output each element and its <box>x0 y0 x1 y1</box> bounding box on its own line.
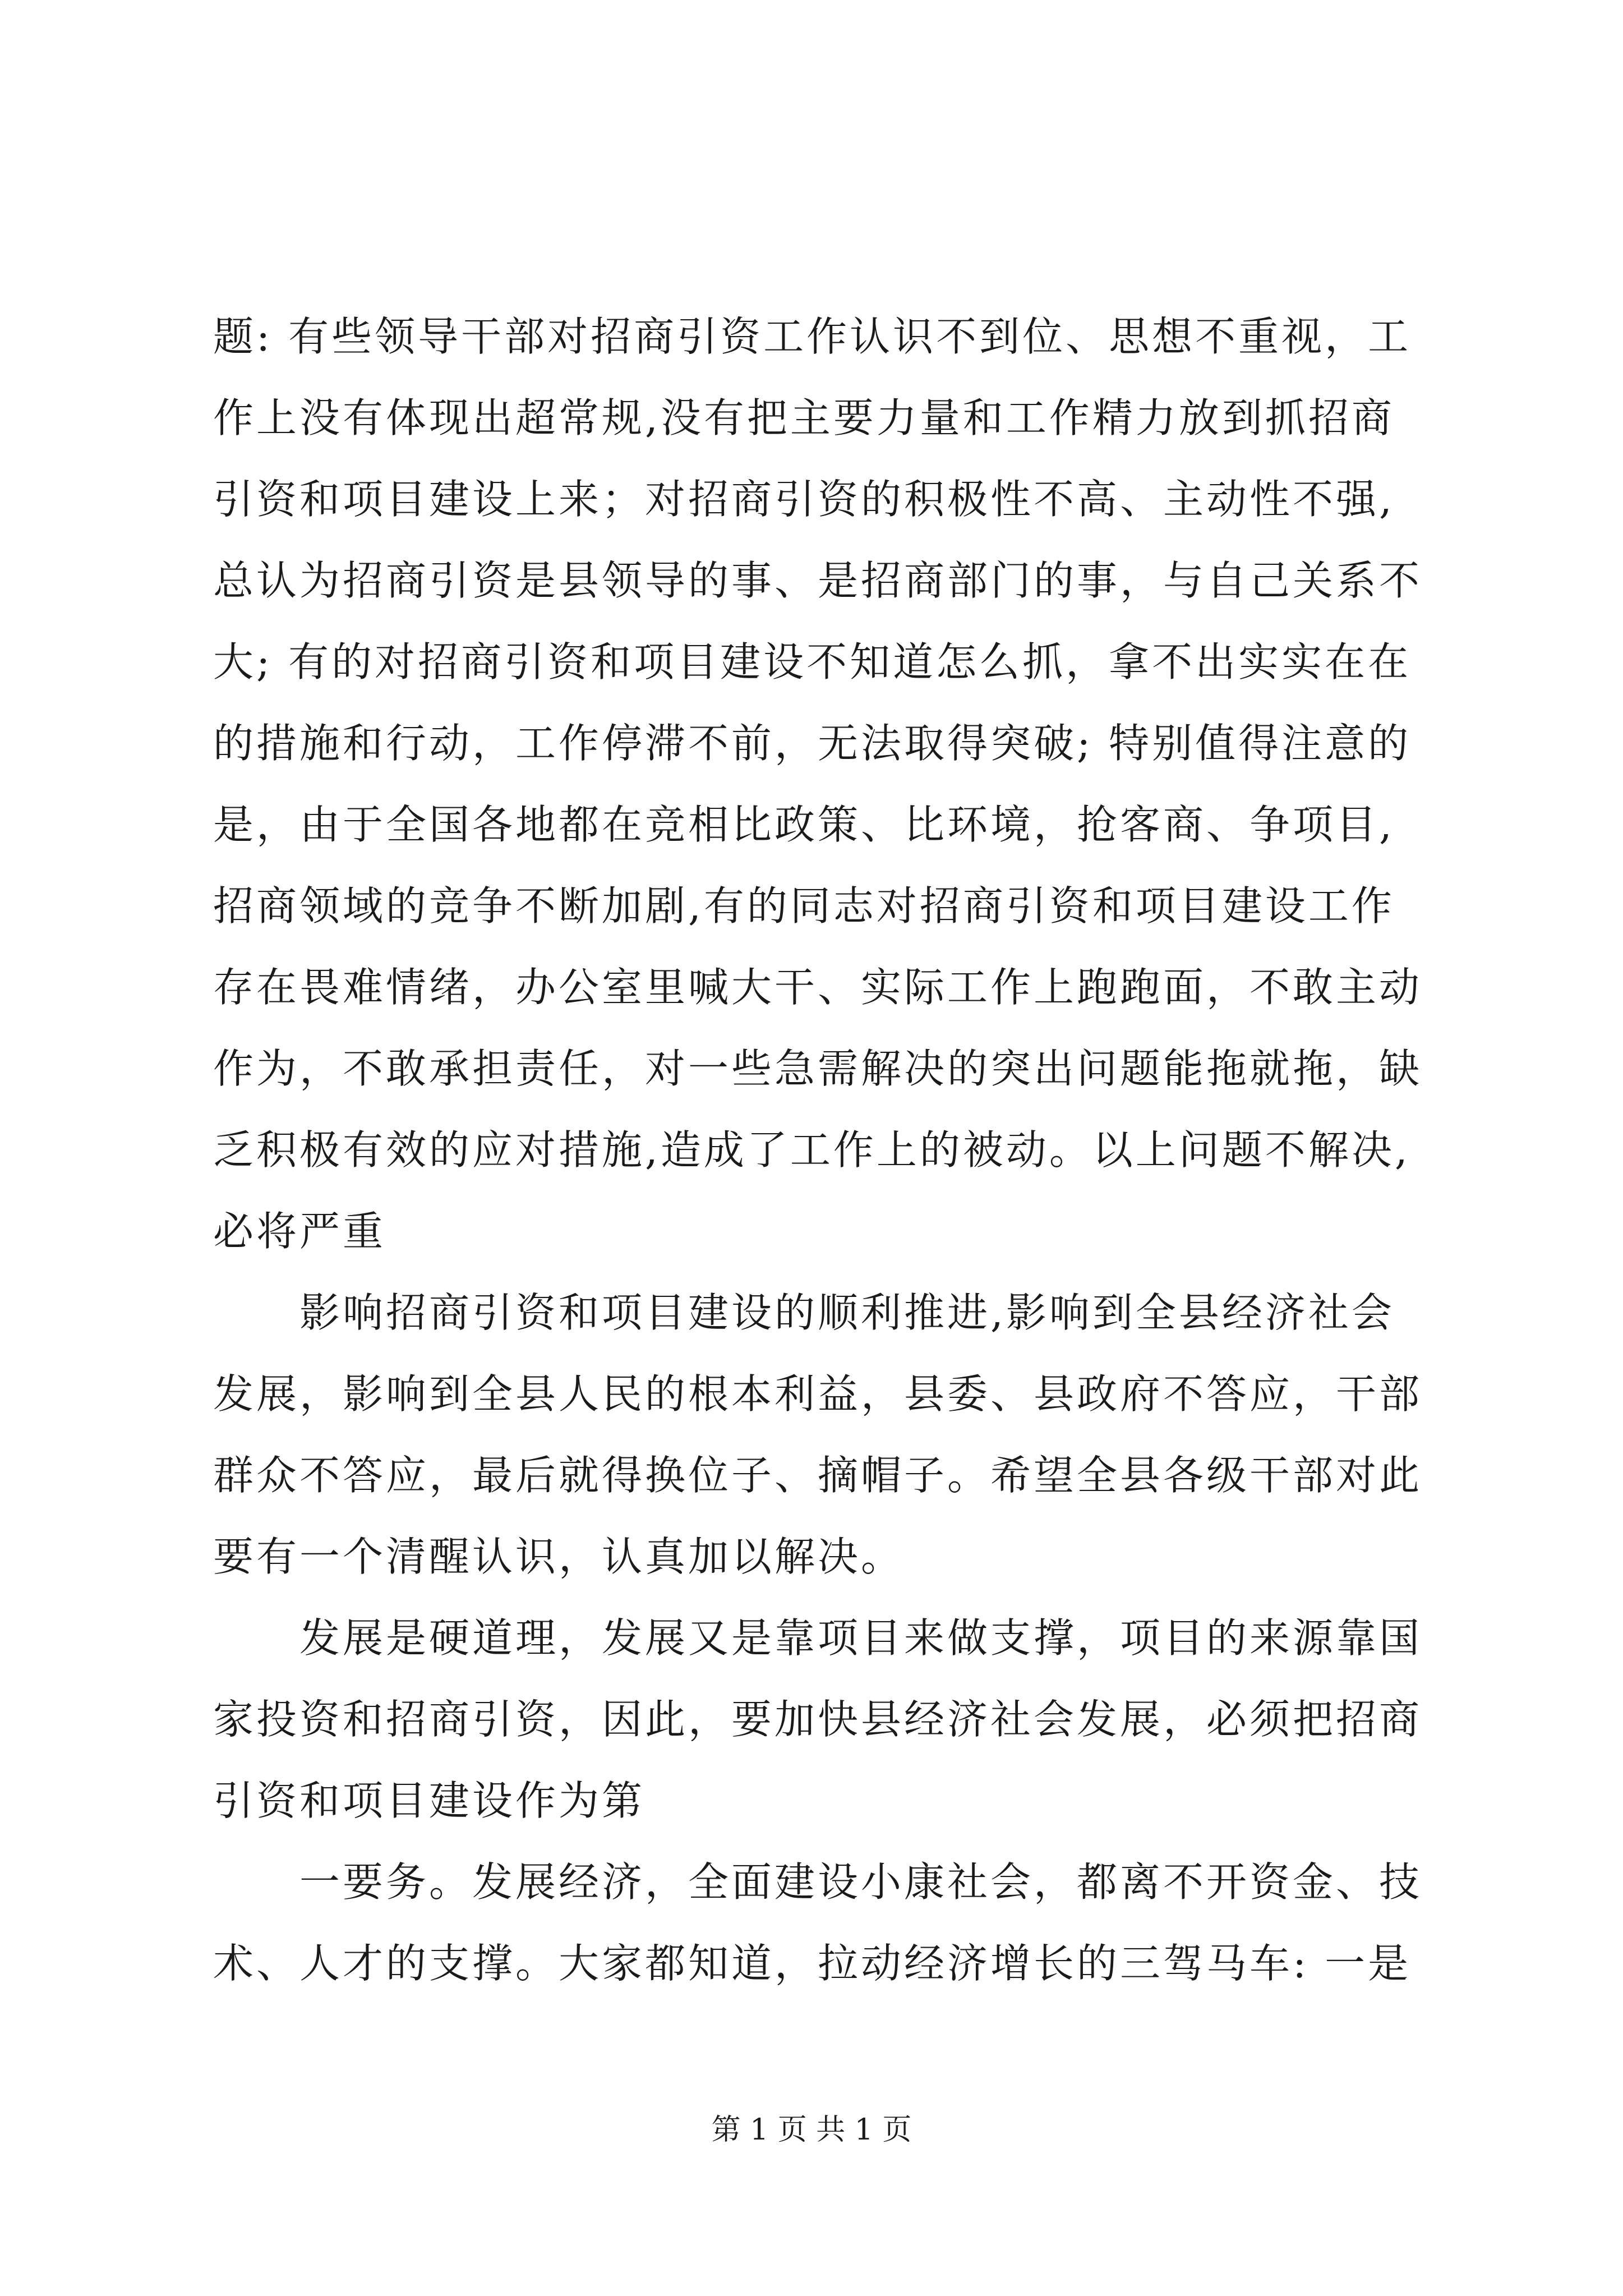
text-line: 作上没有体现出超常规,没有把主要力量和工作精力放到抓招商 <box>213 394 1395 441</box>
text-line: 乏积极有效的应对措施,造成了工作上的被动。以上问题不解决, <box>213 1126 1410 1174</box>
text-line: 要有一个清醒认识，认真加以解决。 <box>213 1533 905 1580</box>
text-line: 存在畏难情绪，办公室里喊大干、实际工作上跑跑面，不敢主动 <box>213 964 1423 1011</box>
text-line: 群众不答应，最后就得换位子、摘帽子。希望全县各级干部对此 <box>213 1452 1423 1499</box>
text-line: 题: 有些领导干部对招商引资工作认识不到位、思想不重视，工 <box>213 313 1412 360</box>
page-number-footer: 第 1 页 共 1 页 <box>711 2113 912 2147</box>
text-line: 大; 有的对招商引资和项目建设不知道怎么抓，拿不出实实在在 <box>213 638 1412 685</box>
text-line: 引资和项目建设上来；对招商引资的积极性不高、主动性不强, <box>213 476 1395 523</box>
text-line: 引资和项目建设作为第 <box>213 1777 645 1824</box>
text-line: 发展，影响到全县人民的根本利益，县委、县政府不答应，干部 <box>213 1370 1423 1418</box>
text-line: 的措施和行动，工作停滞不前，无法取得突破; 特别值得注意的 <box>213 720 1412 767</box>
text-line: 是，由于全国各地都在竞相比政策、比环境，抢客商、争项目, <box>213 801 1395 848</box>
text-line: 总认为招商引资是县领导的事、是招商部门的事，与自己关系不 <box>213 557 1423 604</box>
text-line: 一要务。发展经济，全面建设小康社会，都离不开资金、技 <box>213 1858 1423 1906</box>
text-line: 术、人才的支撑。大家都知道，拉动经济增长的三驾马车: 一是 <box>213 1940 1412 1987</box>
text-line: 必将严重 <box>213 1208 386 1255</box>
text-line: 家投资和招商引资，因此，要加快县经济社会发展，必须把招商 <box>213 1696 1423 1743</box>
text-line: 发展是硬道理，发展又是靠项目来做支撑，项目的来源靠国 <box>213 1614 1423 1662</box>
text-line: 作为，不敢承担责任，对一些急需解决的突出问题能拖就拖，缺 <box>213 1045 1423 1092</box>
text-line: 影响招商引资和项目建设的顺利推进,影响到全县经济社会 <box>213 1289 1395 1336</box>
text-line: 招商领域的竞争不断加剧,有的同志对招商引资和项目建设工作 <box>213 882 1395 930</box>
document-body <box>213 296 1424 2004</box>
